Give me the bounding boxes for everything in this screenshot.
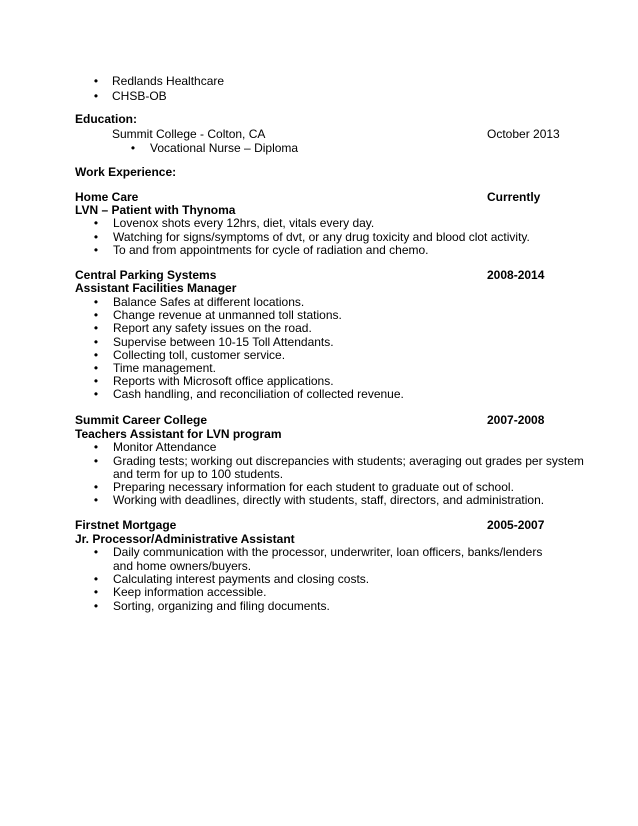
bullet-icon: • <box>93 374 99 388</box>
job-bullet-text: and home owners/buyers. <box>113 559 252 573</box>
job-bullet-text: Sorting, organizing and filing documents. <box>113 599 330 613</box>
bullet-icon: • <box>93 89 99 103</box>
job-bullet-text: Watching for signs/symptoms of dvt, or any drug toxicity and blood clot activity. <box>113 230 530 244</box>
job-bullet-text: Calculating interest payments and closing costs. <box>113 572 370 586</box>
bullet-icon: • <box>93 361 99 375</box>
bullet-icon: • <box>93 243 99 257</box>
job-bullet-text: To and from appointments for cycle of radiation and chemo. <box>113 243 429 257</box>
bullet-icon: • <box>93 493 99 507</box>
job-company: Central Parking Systems <box>75 268 217 282</box>
bullet-icon: • <box>130 141 136 155</box>
bullet-icon: • <box>93 599 99 613</box>
bullet-icon: • <box>93 335 99 349</box>
job-bullet-text: Collecting toll, customer service. <box>113 348 286 362</box>
job-company: Summit Career College <box>75 413 208 427</box>
job-dates: Currently <box>487 190 541 204</box>
job-company: Home Care <box>75 190 139 204</box>
top-list-item: CHSB-OB <box>112 89 167 103</box>
job-bullet-text: Working with deadlines, directly with students, staff, directors, and administration. <box>113 493 545 507</box>
job-bullet-text: Monitor Attendance <box>113 440 217 454</box>
bullet-icon: • <box>93 440 99 454</box>
job-dates: 2005-2007 <box>487 518 545 532</box>
job-title: LVN – Patient with Thynoma <box>75 203 236 217</box>
job-dates: 2007-2008 <box>487 413 545 427</box>
bullet-icon: • <box>93 454 99 468</box>
job-title: Teachers Assistant for LVN program <box>75 427 282 441</box>
job-dates: 2008-2014 <box>487 268 545 282</box>
bullet-icon: • <box>93 308 99 322</box>
job-bullet-text: Change revenue at unmanned toll stations. <box>113 308 342 322</box>
bullet-icon: • <box>93 585 99 599</box>
bullet-icon: • <box>93 572 99 586</box>
job-company: Firstnet Mortgage <box>75 518 177 532</box>
job-bullet-text: Time management. <box>113 361 216 375</box>
bullet-icon: • <box>93 545 99 559</box>
job-bullet-text: Report any safety issues on the road. <box>113 321 312 335</box>
job-bullet-text: Lovenox shots every 12hrs, diet, vitals every day. <box>113 216 375 230</box>
job-title: Jr. Processor/Administrative Assistant <box>75 532 295 546</box>
job-bullet-text: Daily communication with the processor, underwriter, loan officers, banks/lenders <box>113 545 543 559</box>
job-bullet-text: and term for up to 100 students. <box>113 467 284 481</box>
bullet-icon: • <box>93 216 99 230</box>
job-bullet-text: Reports with Microsoft office applications. <box>113 374 334 388</box>
bullet-icon: • <box>93 295 99 309</box>
bullet-icon: • <box>93 74 99 88</box>
job-bullet-text: Supervise between 10-15 Toll Attendants. <box>113 335 334 349</box>
bullet-icon: • <box>93 480 99 494</box>
education-detail: Vocational Nurse – Diploma <box>150 141 299 155</box>
bullet-icon: • <box>93 348 99 362</box>
job-bullet-text: Grading tests; working out discrepancies with students; averaging out grades per system <box>113 454 584 468</box>
education-school: Summit College - Colton, CA <box>112 127 266 141</box>
job-bullet-text: Balance Safes at different locations. <box>113 295 305 309</box>
bullet-icon: • <box>93 387 99 401</box>
education-heading: Education: <box>75 112 137 126</box>
job-title: Assistant Facilities Manager <box>75 281 237 295</box>
job-bullet-text: Preparing necessary information for each student to graduate out of school. <box>113 480 514 494</box>
job-bullet-text: Keep information accessible. <box>113 585 267 599</box>
bullet-icon: • <box>93 321 99 335</box>
education-date: October 2013 <box>487 127 560 141</box>
bullet-icon: • <box>93 230 99 244</box>
top-list-item: Redlands Healthcare <box>112 74 225 88</box>
job-bullet-text: Cash handling, and reconciliation of collected revenue. <box>113 387 404 401</box>
work-experience-heading: Work Experience: <box>75 165 177 179</box>
